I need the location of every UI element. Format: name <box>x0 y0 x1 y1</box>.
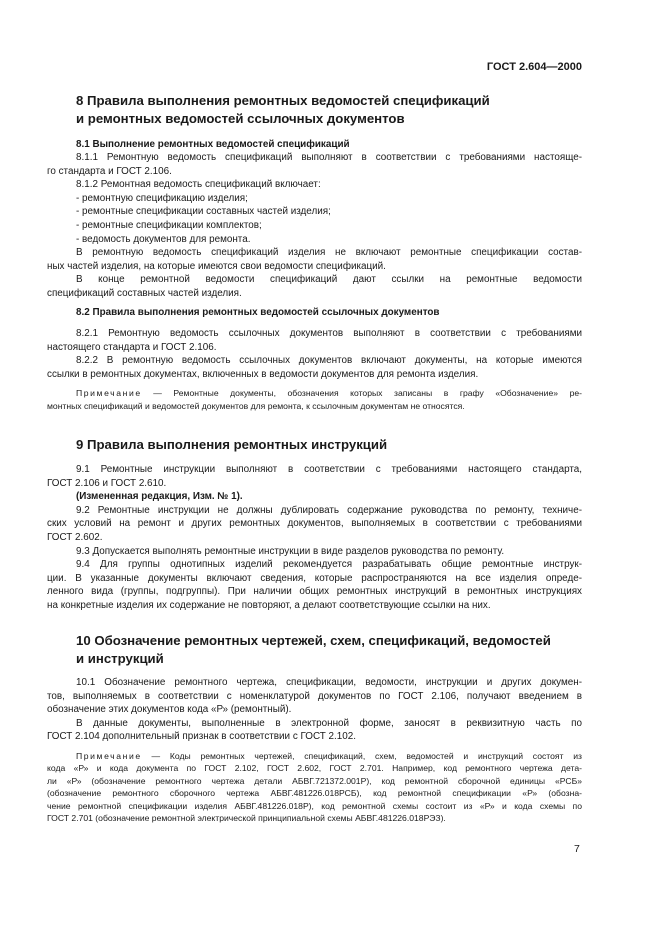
para-10-1-line3: обозначение этих документов кода «Р» (ремонтный). <box>47 704 292 716</box>
para-8-1-b-line1: В конце ремонтной ведомости спецификаций дают ссылки на ремонтные ведомости <box>76 274 582 286</box>
note-10-line5: чение ремонтной спецификации изделия АБВГ.481226.018Р), код ремонтной схемы состоит из «Р» и кода схемы по <box>47 800 582 811</box>
section-8-heading <box>47 92 582 128</box>
para-9-2-line3: ГОСТ 2.602. <box>47 531 103 543</box>
section-8-2 <box>47 306 582 412</box>
list-item: - ремонтную спецификацию изделия; <box>76 192 248 204</box>
section-10-body <box>47 676 582 824</box>
para-9-2-line1: 9.2 Ремонтные инструкции не должны дублировать содержание руководства по ремонту, техниче- <box>76 504 582 516</box>
section-10-title-line2: и инструкций <box>76 651 164 666</box>
para-8-2-1-line2: настоящего стандарта и ГОСТ 2.106. <box>47 341 217 353</box>
list-item: - ремонтные спецификации комплектов; <box>76 219 262 231</box>
page-number: 7 <box>574 843 580 855</box>
note-8-line2: монтных спецификаций и ведомостей документов для ремонта, к ссылочным документам не относятся. <box>47 400 465 411</box>
para-8-1-a-line1: В ремонтную ведомость спецификаций изделия не включают ремонтные спецификации состав- <box>76 247 582 259</box>
para-10-1-line1: 10.1 Обозначение ремонтного чертежа, спецификации, ведомости, инструкции и других докумен- <box>76 677 582 688</box>
para-9-4-line1: 9.4 Для группы однотипных изделий рекомендуется разрабатывать общие ремонтные инструк- <box>76 559 582 571</box>
section-8-1 <box>47 138 582 301</box>
section-10-title-line1: 10 Обозначение ремонтных чертежей, схем, спецификаций, ведомостей <box>76 633 551 648</box>
para-8-1-b-line2: спецификаций составных частей изделия. <box>47 287 242 299</box>
para-8-1-1-line2: го стандарта и ГОСТ 2.106. <box>47 165 172 177</box>
note-10-line3: ли «Р» (обозначение ремонтного чертежа детали АБВГ.721372.001Р), код ремонтной сборочной единицы «РСБ» <box>47 775 582 786</box>
para-8-2-1-line1: 8.2.1 Ремонтную ведомость ссылочных документов выполняют в соответствии с требованиями <box>76 328 582 339</box>
para-10-1-line2: тов, выполняемых в соответствии с номенклатурой документов по ГОСТ 2.106, получают введением в <box>47 690 582 702</box>
para-9-1-line2: ГОСТ 2.106 и ГОСТ 2.610. <box>47 477 167 489</box>
note-10-line6: ГОСТ 2.701 (обозначение ремонтной электрической принципиальной схемы АБВГ.481226.018РЭЗ). <box>47 813 446 823</box>
subsection-8-2-title: 8.2 Правила выполнения ремонтных ведомостей ссылочных документов <box>76 307 440 318</box>
para-9-4-line2: ции. В указанные документы включают сведения, которые распространяются на все изделия опреде- <box>47 572 582 584</box>
para-10-c-line2: ГОСТ 2.104 дополнительный признак в соответствии с ГОСТ 2.102. <box>47 731 357 743</box>
para-8-2-2-line2: ссылки в ремонтных документах, включенных в ведомости документов для ремонта изделия. <box>47 368 479 380</box>
note-10-line1 <box>47 750 582 762</box>
para-9-3: 9.3 Допускается выполнять ремонтные инструкции в виде разделов руководства по ремонту. <box>76 545 505 557</box>
note-8-line1 <box>47 387 582 399</box>
para-8-1-2: 8.1.2 Ремонтная ведомость спецификаций включает: <box>76 179 321 191</box>
list-item: - ведомость документов для ремонта. <box>76 233 251 245</box>
section-9-title: 9 Правила выполнения ремонтных инструкций <box>76 437 388 452</box>
note-10-line2: кода «Р» и кода документа по ГОСТ 2.102, ГОСТ 2.602, ГОСТ 2.701. Например, код ремонтного чертежа дета- <box>47 763 582 774</box>
para-9-1-line1: 9.1 Ремонтные инструкции выполняют в соответствии с требованиями настоящего стандарта, <box>76 464 582 475</box>
para-8-2-2-line1: 8.2.2 В ремонтную ведомость ссылочных документов включают документы, на которые имеются <box>76 355 582 367</box>
para-10-c-line1: В данные документы, выполненные в электронной форме, заносят в реквизитную часть по <box>76 717 582 729</box>
para-8-1-a-line2: ных частей изделия, на которые имеются свои ведомости спецификаций. <box>47 260 386 272</box>
section-10-heading <box>47 632 582 668</box>
section-8-title-line2: и ремонтных ведомостей ссылочных документов <box>76 111 405 126</box>
section-8-title-line1: 8 Правила выполнения ремонтных ведомостей спецификаций <box>76 93 490 108</box>
edit-note-9-1: (Измененная редакция, Изм. № 1). <box>76 491 243 503</box>
note-text: — Коды ремонтных чертежей, спецификаций, схем, ведомостей и инструкций состоят из <box>141 750 582 761</box>
para-8-1-1-line1: 8.1.1 Ремонтную ведомость спецификаций выполняют в соответствии с требованиями настояще- <box>76 152 582 163</box>
para-9-4-line3: ленного вида (группы, подгруппы). При наличии общих ремонтных инструкций в ремонтных инструкциях <box>47 586 582 598</box>
note-label: Примечание <box>76 388 142 399</box>
section-9 <box>47 436 582 613</box>
list-item: - ремонтные спецификации составных частей изделия; <box>76 206 331 218</box>
subsection-8-1-title: 8.1 Выполнение ремонтных ведомостей спецификаций <box>76 139 350 150</box>
note-10-line4: (обозначение ремонтного сборочного чертежа АБВГ.481226.018РСБ), код ремонтной спецификации «Р» (обозна- <box>47 788 582 799</box>
note-text: — Ремонтные документы, обозначения которых записаны в графу «Обозначение» ре- <box>141 388 582 399</box>
para-9-2-line2: ских условий на ремонт и других ремонтных документов, выполняемых в соответствии с требованиями <box>47 518 582 530</box>
para-9-4-line4: на конкретные изделия их содержание не повторяют, а делают соответствующие ссылки на них. <box>47 599 491 611</box>
document-code-header: ГОСТ 2.604—2000 <box>486 61 582 73</box>
note-label: Примечание <box>76 750 142 761</box>
